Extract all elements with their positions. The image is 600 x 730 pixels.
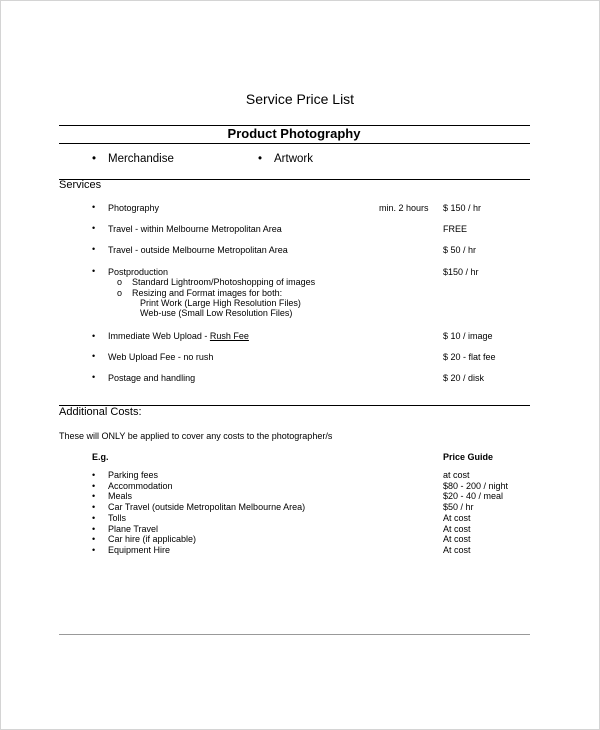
services-label: Services (59, 179, 102, 191)
bullet-icon: • (92, 491, 96, 501)
service-price: $150 / hr (443, 267, 479, 277)
service-price: FREE (443, 224, 468, 234)
bullet-icon: • (92, 545, 96, 555)
bullet-icon: • (92, 481, 96, 491)
bullet-icon: • (92, 351, 96, 361)
service-name: Web Upload Fee - no rush (108, 352, 214, 362)
document-title: Service Price List (245, 91, 355, 107)
cost-item: Parking fees (108, 470, 159, 480)
additional-costs-heading: Additional Costs: (59, 406, 142, 418)
heading-bottom-rule (59, 143, 530, 144)
service-note: min. 2 hours (379, 203, 429, 213)
bullet-icon: • (92, 153, 97, 165)
cost-item: Plane Travel (108, 524, 159, 534)
service-name: Postproduction (108, 267, 169, 277)
section-heading: Product Photography (227, 126, 361, 141)
service-name: Travel - outside Melbourne Metropolitan Area (108, 245, 288, 255)
category-merchandise: Merchandise (108, 153, 174, 165)
bullet-icon: • (92, 534, 96, 544)
circle-bullet-icon: o (117, 277, 123, 287)
bullet-icon: • (92, 244, 96, 254)
bullet-icon: • (92, 266, 96, 276)
service-name: Photography (108, 203, 160, 213)
cost-price: $20 - 40 / meal (443, 491, 504, 501)
footer-rule (59, 634, 530, 635)
bullet-icon: • (92, 223, 96, 233)
service-name (108, 331, 249, 341)
cost-item: Tolls (108, 513, 127, 523)
bullet-icon: • (258, 153, 263, 165)
service-price: $ 10 / image (443, 331, 493, 341)
bullet-icon: • (92, 372, 96, 382)
service-price: $ 50 / hr (443, 245, 477, 255)
cost-price: At cost (443, 545, 471, 555)
bullet-icon: • (92, 470, 96, 480)
cost-price: at cost (443, 470, 470, 480)
services-rule (59, 179, 530, 180)
service-name-text: Immediate Web Upload - (108, 331, 210, 341)
bullet-icon: • (92, 502, 96, 512)
sub-item: Standard Lightroom/Photoshopping of images (132, 277, 316, 287)
column-eg: E.g. (92, 452, 109, 462)
service-price: $ 20 - flat fee (443, 352, 496, 362)
cost-item: Meals (108, 491, 133, 501)
cost-item: Equipment Hire (108, 545, 171, 555)
sub-line: Web-use (Small Low Resolution Files) (140, 308, 293, 318)
cost-price: At cost (443, 524, 471, 534)
column-price-guide: Price Guide (443, 452, 494, 462)
circle-bullet-icon: o (117, 288, 123, 298)
additional-costs-note: These will ONLY be applied to cover any costs to the photographer/s (59, 431, 333, 441)
sub-item: Resizing and Format images for both: (132, 288, 283, 298)
bullet-icon: • (92, 331, 96, 341)
rush-fee-label: Rush Fee (209, 331, 249, 341)
cost-price: At cost (443, 513, 471, 523)
cost-price: $50 / hr (443, 502, 474, 512)
cost-item: Accommodation (108, 481, 173, 491)
cost-item: Car hire (if applicable) (108, 534, 197, 544)
service-price: $ 20 / disk (443, 373, 485, 383)
service-price: $ 150 / hr (443, 203, 482, 213)
bullet-icon: • (92, 513, 96, 523)
service-name: Travel - within Melbourne Metropolitan Area (108, 224, 282, 234)
category-artwork: Artwork (274, 153, 313, 165)
service-name: Postage and handling (108, 373, 196, 383)
bullet-icon: • (92, 202, 96, 212)
cost-price: $80 - 200 / night (443, 481, 509, 491)
bullet-icon: • (92, 524, 96, 534)
cost-item: Car Travel (outside Metropolitan Melbourne Area) (108, 502, 306, 512)
sub-line: Print Work (Large High Resolution Files) (140, 298, 301, 308)
cost-price: At cost (443, 534, 471, 544)
